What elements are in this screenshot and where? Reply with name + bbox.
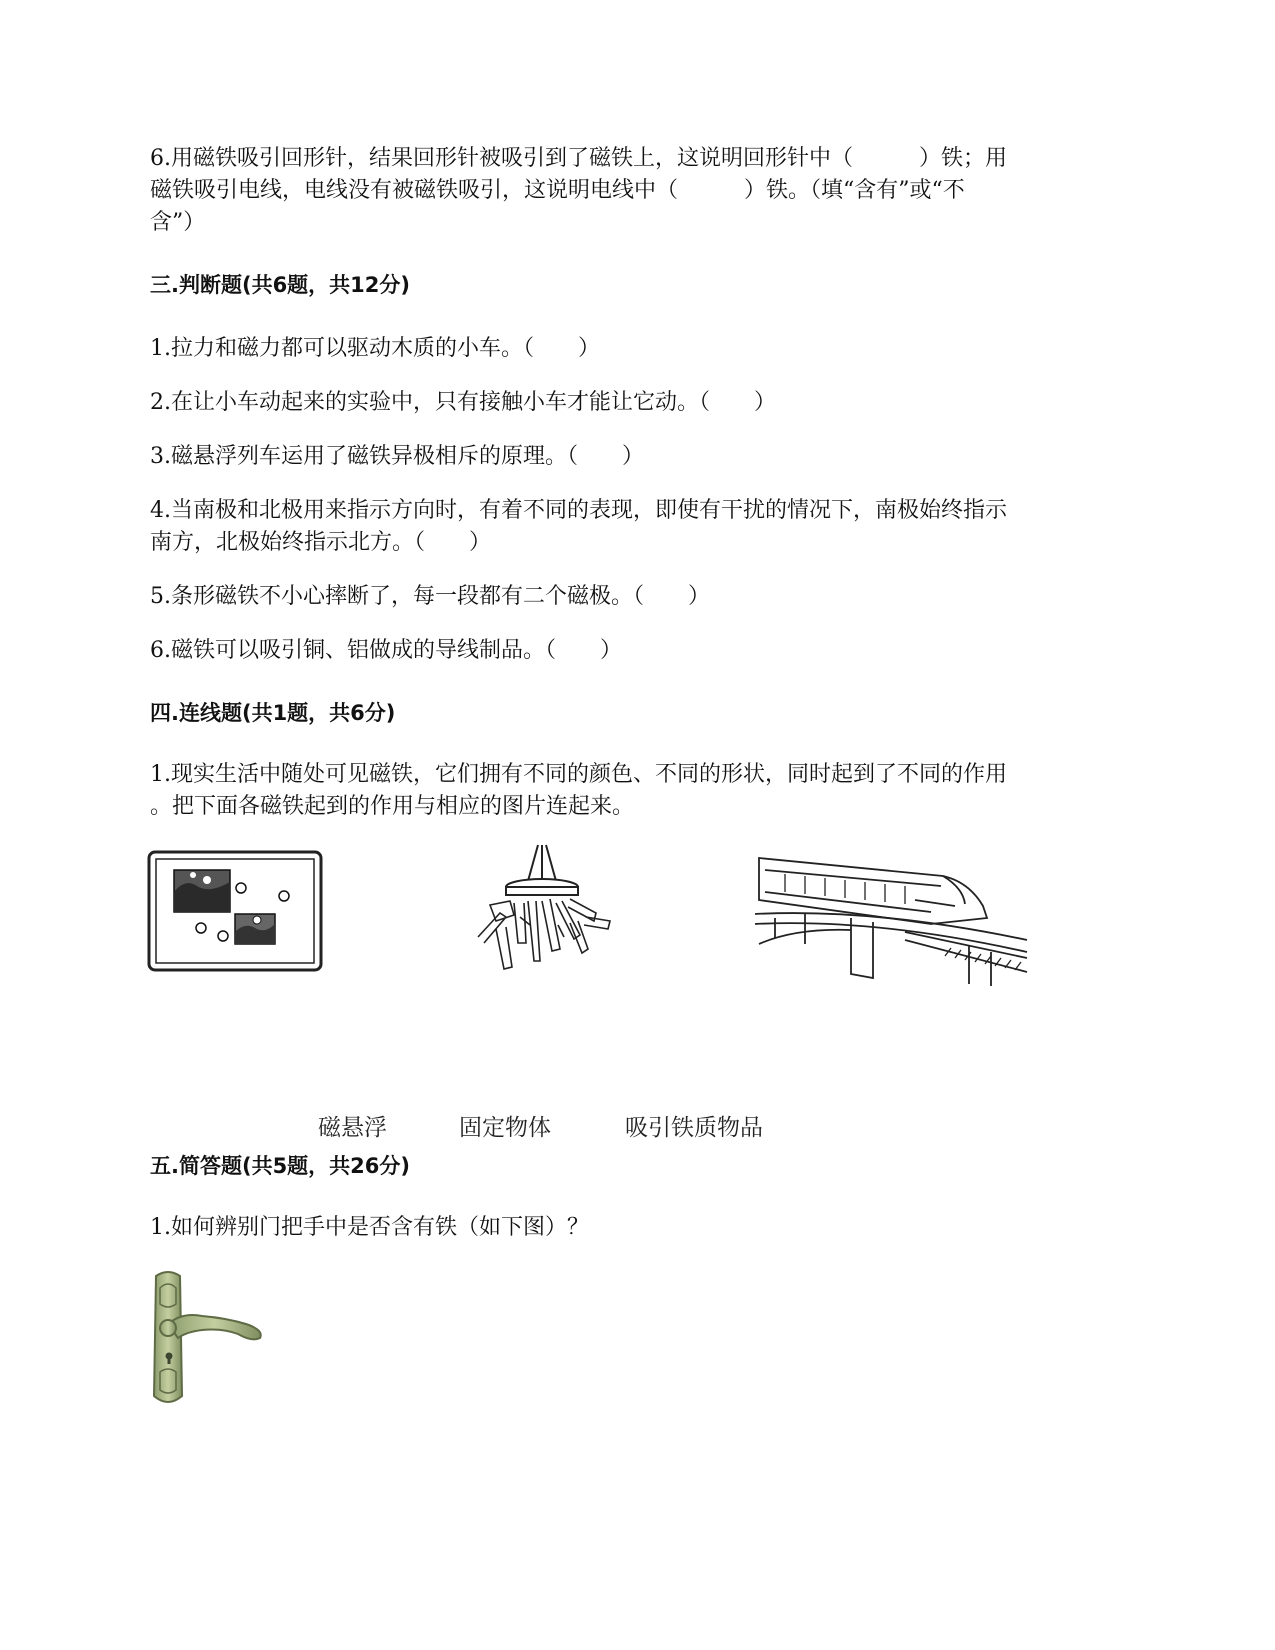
judge-question-1: 1.拉力和磁力都可以驱动木质的小车。（ ） (150, 336, 600, 361)
judge-question-2: 2.在让小车动起来的实验中，只有接触小车才能让它动。（ ） (150, 390, 776, 415)
judge-question-3: 3.磁悬浮列车运用了磁铁异极相斥的原理。（ ） (150, 444, 644, 469)
judge-question-4-line-2: 南方，北极始终指示北方。（ ） (150, 530, 492, 555)
match-question-1 (150, 759, 1135, 823)
judge-question-5: 5.条形磁铁不小心摔断了，每一段都有二个磁极。（ ） (150, 584, 710, 609)
crane-magnet-illustration (470, 843, 620, 973)
caption-fix-objects: 固定物体 (459, 1115, 551, 1141)
match-question-1-line-2: 。把下面各磁铁起到的作用与相应的图片连起来。 (150, 794, 635, 819)
caption-attract-iron: 吸引铁质物品 (625, 1115, 763, 1141)
section-3-heading: 三.判断题(共6题，共12分) (150, 273, 411, 297)
match-question-1-line-1: 1.现实生活中随处可见磁铁，它们拥有不同的颜色、不同的形状，同时起到了不同的作用 (150, 762, 1007, 787)
fill-question-6-line-3: 含”） (150, 210, 206, 235)
judge-question-6: 6.磁铁可以吸引铜、铝做成的导线制品。（ ） (150, 638, 622, 663)
fill-question-6-line-2: 磁铁吸引电线，电线没有被磁铁吸引，这说明电线中（ ）铁。（填“含有”或“不 (150, 178, 965, 203)
section-4-heading: 四.连线题(共1题，共6分) (150, 701, 396, 725)
judge-question-4-line-1: 4.当南极和北极用来指示方向时，有着不同的表现，即使有干扰的情况下，南极始终指示 (150, 498, 1007, 523)
caption-maglev: 磁悬浮 (318, 1115, 387, 1141)
fill-question-6-line-1: 6.用磁铁吸引回形针，结果回形针被吸引到了磁铁上，这说明回形针中（ ）铁；用 (150, 146, 1007, 171)
maglev-train-illustration (755, 848, 1030, 990)
judge-question-4 (150, 495, 1135, 559)
door-handle-illustration (142, 1268, 267, 1413)
fill-question-6 (150, 143, 1135, 239)
short-answer-question-1: 1.如何辨别门把手中是否含有铁（如下图）？ (150, 1215, 589, 1240)
section-5-heading: 五.简答题(共5题，共26分) (150, 1154, 411, 1178)
magnetic-board-illustration (145, 848, 327, 976)
